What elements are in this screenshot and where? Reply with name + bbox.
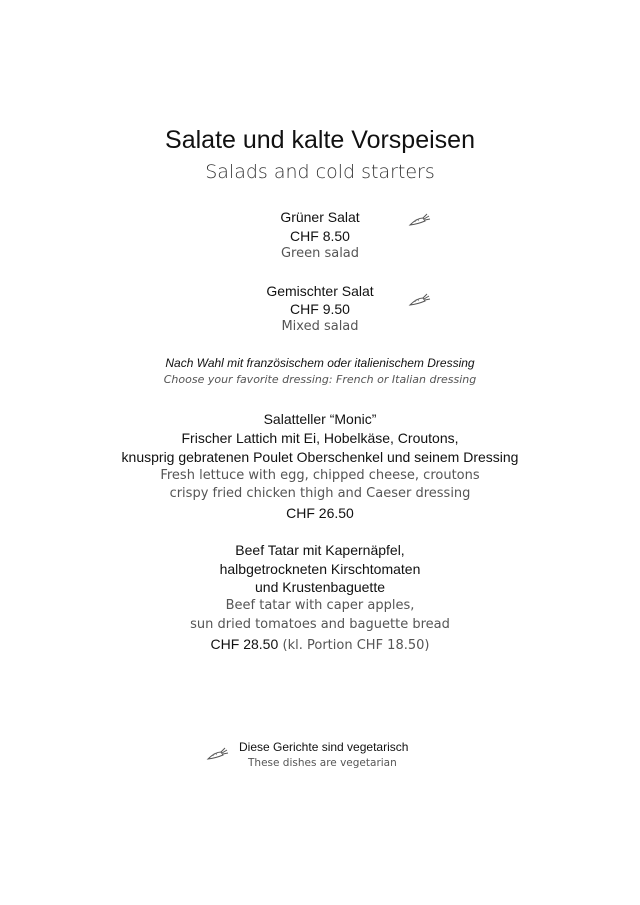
salatteller-desc-de: Frischer Lattich mit Ei, Hobelkäse, Croutons, xyxy=(181,430,459,446)
salatteller-price: CHF 26.50 xyxy=(286,505,354,521)
dressing-note-de: Nach Wahl mit französischem oder italienischem Dressing xyxy=(165,356,475,370)
item-mixed-salad-price: CHF 9.50 xyxy=(290,301,350,317)
tatar-desc-de: und Krustenbaguette xyxy=(255,579,385,595)
tatar-desc-en: Beef tatar with caper apples, xyxy=(225,598,415,613)
salatteller-desc-de: knusprig gebratenen Poulet Oberschenkel und seinem Dressing xyxy=(121,449,519,465)
tatar-desc-de: halbgetrockneten Kirschtomaten xyxy=(219,561,421,577)
tatar-small-portion: (kl. Portion CHF 18.50) xyxy=(282,638,430,653)
tatar-price: CHF 28.50 xyxy=(210,636,279,652)
carrot-icon xyxy=(206,746,230,762)
legend-text-de: Diese Gerichte sind vegetarisch xyxy=(239,740,409,754)
tatar-price-line xyxy=(0,635,640,655)
item-mixed-salad-name-en: Mixed salad xyxy=(281,319,359,334)
salatteller-desc-en: crispy fried chicken thigh and Caeser dressing xyxy=(169,486,471,501)
item-green-salad-name-de: Grüner Salat xyxy=(280,209,360,225)
legend-text-en: These dishes are vegetarian xyxy=(248,757,397,769)
salatteller-title: Salatteller “Monic” xyxy=(263,411,377,427)
item-green-salad-price: CHF 8.50 xyxy=(290,228,350,244)
salatteller-desc-en: Fresh lettuce with egg, chipped cheese, croutons xyxy=(160,468,480,483)
carrot-icon xyxy=(408,292,432,308)
carrot-icon xyxy=(408,212,432,228)
page-title: Salate und kalte Vorspeisen xyxy=(165,126,475,154)
item-green-salad-name-en: Green salad xyxy=(280,246,360,261)
tatar-title: Beef Tatar mit Kapernäpfel, xyxy=(235,542,405,558)
tatar-desc-en: sun dried tomatoes and baguette bread xyxy=(190,617,450,632)
item-mixed-salad-name-de: Gemischter Salat xyxy=(266,283,374,299)
page-subtitle: Salads and cold starters xyxy=(205,161,435,183)
dressing-note-en: Choose your favorite dressing: French or Italian dressing xyxy=(163,373,477,386)
